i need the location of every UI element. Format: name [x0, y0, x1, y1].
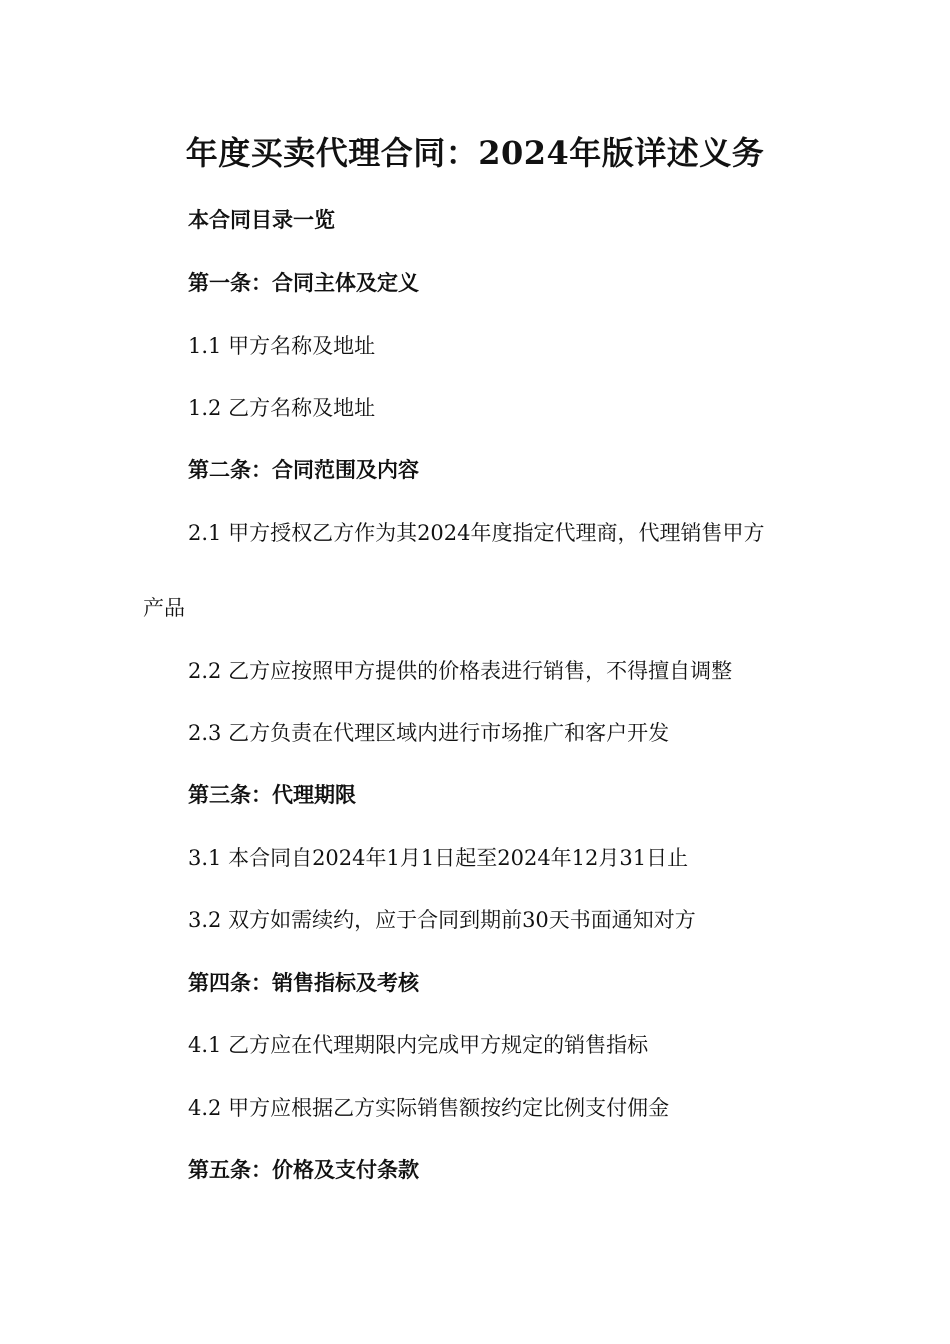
- article-4-heading: 第四条：销售指标及考核: [188, 970, 419, 995]
- article-5-heading: 第五条：价格及支付条款: [188, 1157, 419, 1182]
- article-2-item-3: 2.3 乙方负责在代理区域内进行市场推广和客户开发: [188, 721, 670, 745]
- article-3-heading: 第三条：代理期限: [188, 782, 356, 807]
- article-1-item-2: 1.2 乙方名称及地址: [188, 396, 376, 420]
- article-4-item-1: 4.1 乙方应在代理期限内完成甲方规定的销售指标: [188, 1033, 649, 1057]
- article-1-item-1: 1.1 甲方名称及地址: [188, 334, 376, 358]
- article-3-item-1: 3.1 本合同自2024年1月1日起至2024年12月31日止: [188, 846, 689, 870]
- toc-heading: 本合同目录一览: [188, 207, 335, 232]
- document-title: 年度买卖代理合同：2024年版详述义务: [185, 134, 765, 172]
- article-2-heading: 第二条：合同范围及内容: [188, 457, 419, 482]
- article-2-item-2: 2.2 乙方应按照甲方提供的价格表进行销售，不得擅自调整: [188, 659, 733, 683]
- article-3-item-2: 3.2 双方如需续约，应于合同到期前30天书面通知对方: [188, 908, 696, 932]
- article-1-heading: 第一条：合同主体及定义: [188, 270, 419, 295]
- article-2-item-1-line-1: 2.1 甲方授权乙方作为其2024年度指定代理商，代理销售甲方: [188, 521, 765, 545]
- article-2-item-1-line-2: 产品: [143, 596, 185, 620]
- article-4-item-2: 4.2 甲方应根据乙方实际销售额按约定比例支付佣金: [188, 1096, 670, 1120]
